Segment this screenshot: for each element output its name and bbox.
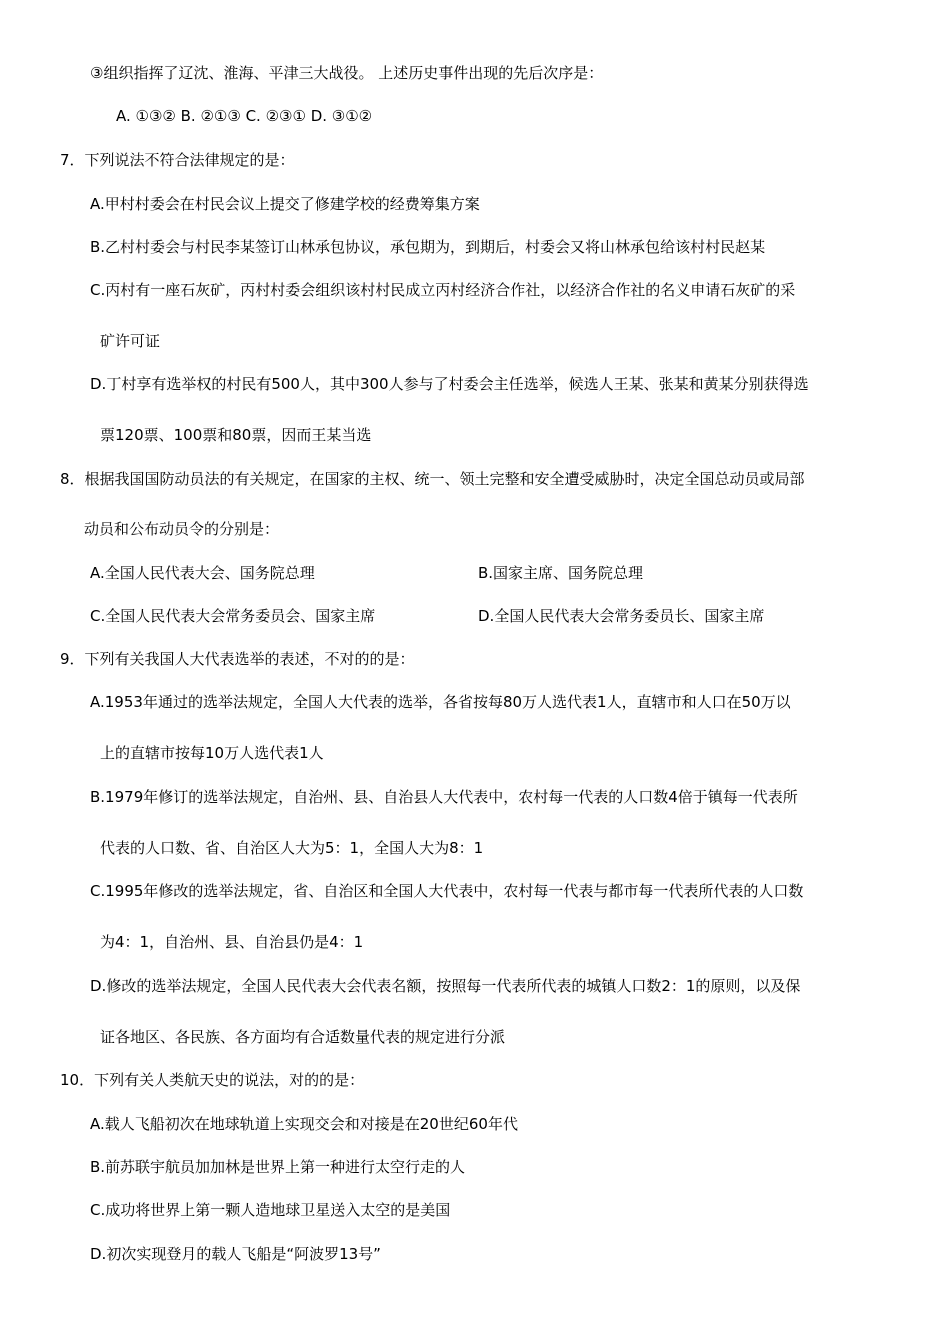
q7-option-c: C.丙村有一座石灰矿，丙村村委会组织该村村民成立丙村经济合作社，以经济合作社的名义申请石灰矿的采 xyxy=(90,281,796,299)
q9-stem: 9．下列有关我国人大代表选举的表述，不对的的是： xyxy=(60,650,415,668)
q8-option-c: C.全国人民代表大会常务委员会、国家主席 xyxy=(90,607,376,625)
q7-option-a: A.甲村村委会在村民会议上提交了修建学校的经费筹集方案 xyxy=(90,195,480,213)
q10-stem: 10．下列有关人类航天史的说法，对的的是： xyxy=(60,1071,365,1089)
q7-option-d: D.丁村享有选举权的村民有500人，其中300人参与了村委会主任选举，候选人王某、张某和黄某分别获得选 xyxy=(90,375,809,393)
q8-stem: 8．根据我国国防动员法的有关规定，在国家的主权、统一、领土完整和安全遭受威胁时，决定全国总动员或局部 xyxy=(60,470,805,488)
q7-option-b: B.乙村村委会与村民李某签订山林承包协议，承包期为，到期后，村委会又将山林承包给该村村民赵某 xyxy=(90,238,766,256)
q10-option-b: B.前苏联宇航员加加林是世界上第一种进行太空行走的人 xyxy=(90,1158,466,1176)
q8-stem-cont: 动员和公布动员令的分别是： xyxy=(84,520,280,538)
q9-option-d-cont: 证各地区、各民族、各方面均有合适数量代表的规定进行分派 xyxy=(100,1028,506,1046)
q7-option-c-cont: 矿许可证 xyxy=(100,332,161,350)
q10-option-a: A.载人飞船初次在地球轨道上实现交会和对接是在20世纪60年代 xyxy=(90,1115,518,1133)
q9-option-c-cont: 为4：1，自治州、县、自治县仍是4：1 xyxy=(100,933,364,951)
q6-options: A. ①③② B. ②①③ C. ②③① D. ③①② xyxy=(116,107,373,125)
q8-option-a: A.全国人民代表大会、国务院总理 xyxy=(90,564,315,582)
q9-option-a: A.1953年通过的选举法规定，全国人大代表的选举，各省按每80万人选代表1人，直辖市和人口在50万以 xyxy=(90,693,791,711)
q8-option-b: B.国家主席、国务院总理 xyxy=(478,564,644,582)
q7-stem: 7．下列说法不符合法律规定的是： xyxy=(60,151,295,169)
q10-option-c: C.成功将世界上第一颗人造地球卫星送入太空的是美国 xyxy=(90,1201,451,1219)
q8-option-d: D.全国人民代表大会常务委员长、国家主席 xyxy=(478,607,765,625)
q9-option-d: D.修改的选举法规定，全国人民代表大会代表名额，按照每一代表所代表的城镇人口数2：1的原则，以及保 xyxy=(90,977,801,995)
q9-option-b: B.1979年修订的选举法规定，自治州、县、自治县人大代表中，农村每一代表的人口数4倍于镇每一代表所 xyxy=(90,788,798,806)
q6-continuation: ③组织指挥了辽沈、淮海、平津三大战役。 上述历史事件出现的先后次序是： xyxy=(90,64,604,82)
q7-option-d-cont: 票120票、100票和80票，因而王某当选 xyxy=(100,426,372,444)
q9-option-b-cont: 代表的人口数、省、自治区人大为5：1，全国人大为8：1 xyxy=(100,839,484,857)
q9-option-a-cont: 上的直辖市按每10万人选代表1人 xyxy=(100,744,324,762)
q10-option-d: D.初次实现登月的载人飞船是“阿波罗13号” xyxy=(90,1245,381,1263)
q9-option-c: C.1995年修改的选举法规定，省、自治区和全国人大代表中，农村每一代表与都市每一代表所代表的人口数 xyxy=(90,882,804,900)
